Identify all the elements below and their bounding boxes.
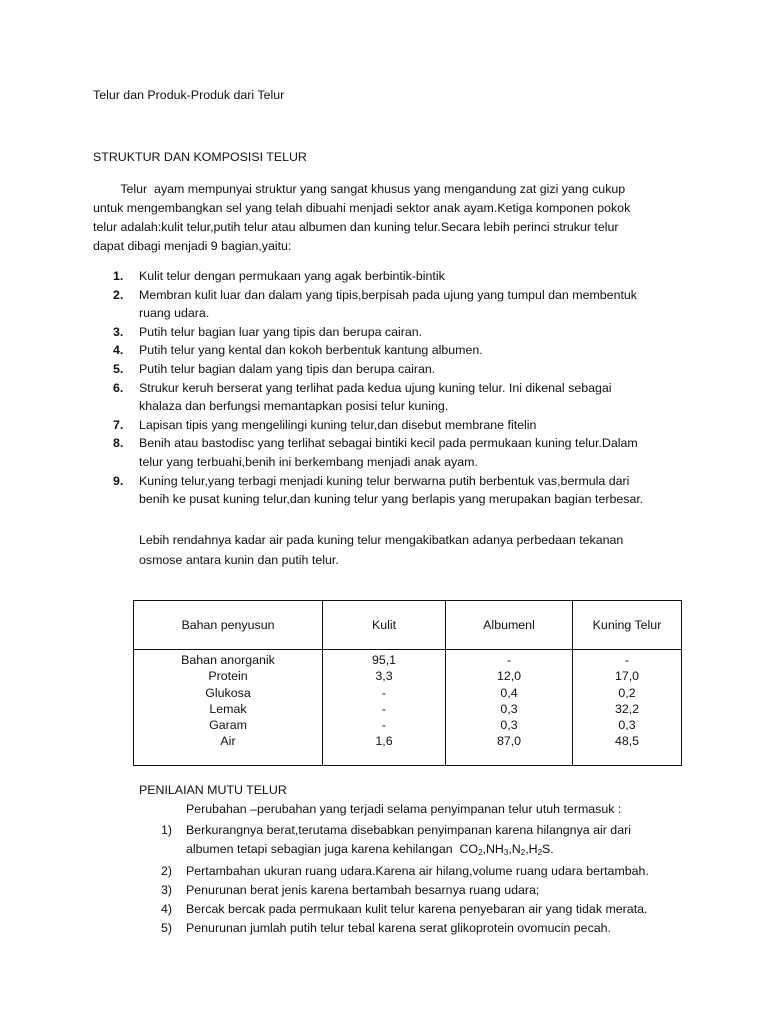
table-cell-bahan (134, 650, 323, 766)
table-header-cell: Kuning Telur (573, 601, 682, 650)
table-cell: 0,3 (500, 701, 518, 716)
section-heading-struktur: STRUKTUR DAN KOMPOSISI TELUR (93, 150, 307, 164)
table-cell: Garam (209, 718, 247, 733)
list-text: benih ke pusat kuning telur,dan kuning telur yang berlapis yang merupakan bagian terbesar. (139, 492, 644, 507)
list-number: 1) (161, 823, 173, 837)
table-cell: Glukosa (205, 685, 251, 700)
list-text: Putih telur yang kental dan kokoh berbentuk kantung albumen. (139, 343, 483, 358)
quality-list (139, 821, 649, 938)
table-cell: Air (220, 734, 236, 749)
table-cell-kulit (323, 650, 446, 766)
list-number: 5) (161, 921, 173, 935)
list-item (93, 360, 643, 379)
list-item (139, 881, 649, 900)
table-cell: 48,5 (614, 734, 640, 749)
list-text: Membran kulit luar dan dalam yang tipis,berpisah pada ujung yang tumpul dan membentuk (139, 287, 637, 302)
list-text: albumen tetapi sebagian juga karena kehilangan (186, 842, 460, 856)
table-cell: 32,2 (614, 701, 640, 716)
document-title: Telur dan Produk-Produk dari Telur (93, 88, 285, 102)
list-item (139, 862, 649, 881)
intro-line: untuk mengembangkan sel yang telah dibuahi menjadi sektor anak ayam.Ketiga komponen pokok (93, 201, 631, 215)
note-line: Lebih rendahnya kadar air pada kuning telur mengakibatkan adanya perbedaan tekanan (139, 533, 624, 547)
chemical-formulas: $CO_2,NH_3,N_2,H_2S$. (459, 842, 554, 857)
list-text: Putih telur bagian dalam yang tipis dan berupa cairan. (139, 361, 436, 376)
table-header-cell: Albumenl (446, 601, 573, 650)
list-number: 8. (113, 436, 124, 451)
list-number: 3) (161, 883, 173, 897)
table-header-row (134, 601, 682, 650)
table-cell: - (381, 685, 387, 700)
list-item (139, 821, 649, 862)
composition-table (133, 600, 682, 766)
list-number: 5. (113, 361, 124, 376)
table-header-cell: Kulit (323, 601, 446, 650)
table-cell: 0,2 (618, 685, 636, 700)
penilaian-intro: Perubahan –perubahan yang terjadi selama penyimpanan telur utuh termasuk : (186, 802, 622, 816)
table-cell: 1,6 (375, 734, 393, 749)
table-cell: 0,3 (618, 718, 636, 733)
intro-line: dapat dibagi menjadi 9 bagian,yaitu: (93, 239, 292, 253)
list-text: Penurunan jumlah putih telur tebal karena serat glikoprotein ovomucin pecah. (186, 921, 611, 935)
table-header-cell: Bahan penyusun (134, 601, 323, 650)
intro-paragraph (93, 180, 630, 256)
list-text: Pertambahan ukuran ruang udara.Karena air hilang,volume ruang udara bertambah. (186, 864, 649, 878)
list-text-with-chem (186, 840, 649, 862)
list-number: 3. (113, 324, 124, 339)
list-text: Strukur keruh berserat yang terlihat pada kedua ujung kuning telur. Ini dikenal sebagai (139, 380, 612, 395)
osmose-note (139, 530, 623, 570)
table-cell: Protein (208, 669, 248, 684)
list-item (93, 472, 643, 509)
table-row (134, 650, 682, 766)
list-text: Putih telur bagian luar yang tipis dan berupa cairan. (139, 324, 423, 339)
table-cell: 12,0 (496, 669, 522, 684)
list-text: Kulit telur dengan permukaan yang agak berbintik-bintik (139, 269, 445, 283)
list-number: 6. (113, 380, 124, 395)
list-text: Benih atau bastodisc yang terlihat sebagai bintiki kecil pada permukaan kuning telur.Dalam (139, 436, 638, 451)
list-item (93, 323, 643, 342)
list-text: Penurunan berat jenis karena bertambah besarnya ruang udara; (186, 883, 540, 897)
list-number: 4) (161, 902, 173, 916)
list-number: 2) (161, 864, 173, 878)
table-cell: 17,0 (614, 669, 640, 684)
table-cell-albumen (446, 650, 573, 766)
list-text: khalaza dan berfungsi memantapkan posisi telur kuning. (139, 399, 449, 414)
list-item (93, 434, 643, 471)
list-text: telur yang terbuahi,benih ini berkembang menjadi anak ayam. (139, 454, 478, 469)
table-cell: - (624, 653, 630, 667)
list-item (93, 267, 643, 286)
intro-line: telur adalah:kulit telur,putih telur atau albumen dan kuning telur.Secara lebih perinci strukur telur (93, 220, 619, 234)
intro-line: Telur ayam mempunyai struktur yang sangat khusus yang mengandung zat gizi yang cukup (93, 182, 626, 196)
structure-list (93, 267, 643, 509)
list-item (93, 416, 643, 435)
table-cell: Lemak (209, 701, 247, 716)
list-text: Lapisan tipis yang mengelilingi kuning telur,dan disebut membrane fitelin (139, 417, 537, 432)
list-number: 7. (113, 417, 124, 432)
table-cell: - (381, 701, 387, 716)
list-text: Berkurangnya berat,terutama disebabkan penyimpanan karena hilangnya air dari (186, 823, 631, 837)
list-item (93, 341, 643, 360)
list-item (139, 919, 649, 938)
table-cell: - (381, 718, 387, 733)
list-text: Bercak bercak pada permukaan kulit telur karena penyebaran air yang tidak merata. (186, 902, 648, 916)
table-cell-kuning-telur (573, 650, 682, 766)
table-cell: 0,3 (500, 718, 518, 733)
list-number: 4. (113, 343, 124, 358)
list-number: 2. (113, 287, 124, 302)
list-item (93, 286, 643, 323)
note-line: osmose antara kunin dan putih telur. (139, 553, 339, 567)
table-cell: 3,3 (375, 669, 393, 684)
table-cell: 0,4 (500, 685, 518, 700)
list-text: Kuning telur,yang terbagi menjadi kuning telur berwarna putih berbentuk vas,bermula dari (139, 473, 630, 488)
list-item (93, 379, 643, 416)
section-heading-penilaian: PENILAIAN MUTU TELUR (139, 783, 287, 797)
table-cell: 95,1 (371, 653, 397, 667)
list-number: 9. (113, 473, 124, 488)
table-cell: Bahan anorganik (181, 653, 275, 667)
table-cell: 87,0 (496, 734, 522, 749)
table-cell: - (506, 653, 512, 667)
list-text: ruang udara. (139, 306, 210, 321)
list-number: 1. (113, 269, 124, 283)
list-item (139, 900, 649, 919)
